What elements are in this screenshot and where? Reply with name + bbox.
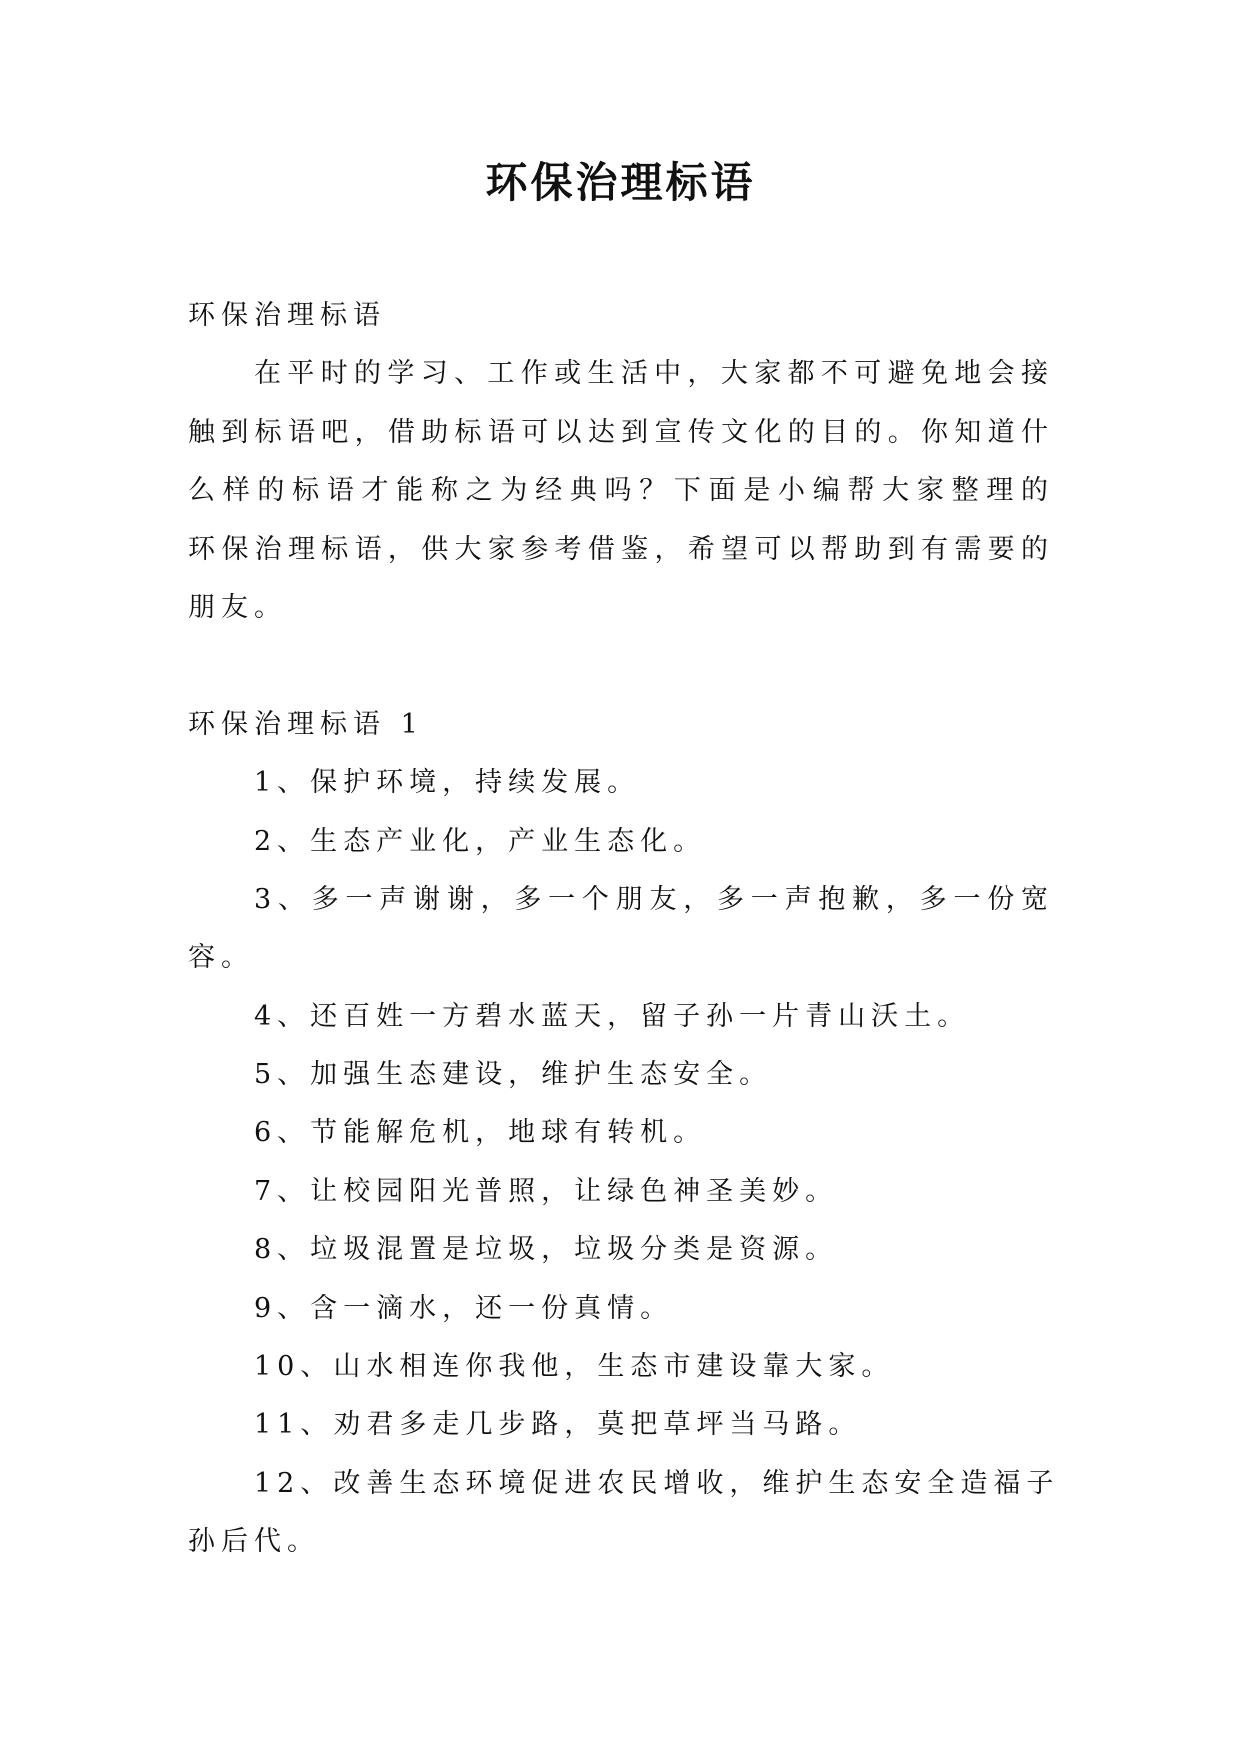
slogan-line: 孙后代。 xyxy=(188,1526,320,1558)
slogan-line: 5、加强生态建设，维护生态安全。 xyxy=(254,1059,773,1091)
slogan-list xyxy=(188,754,1060,1571)
document-title: 环保治理标语 xyxy=(485,158,756,207)
document-body xyxy=(188,287,1060,1572)
slogan-item xyxy=(188,871,1054,988)
slogan-line: 4、还百姓一方碧水蓝天，留子孙一片青山沃土。 xyxy=(254,1000,971,1032)
slogan-line: 12、改善生态环境促进农民增收，维护生态安全造福子 xyxy=(254,1467,1060,1499)
slogan-item xyxy=(188,1221,1054,1279)
slogan-line: 6、节能解危机，地球有转机。 xyxy=(254,1117,707,1149)
intro-line: 朋友。 xyxy=(188,591,287,623)
slogan-item xyxy=(188,988,1054,1046)
slogan-line: 10、山水相连你我他，生态市建设靠大家。 xyxy=(254,1351,895,1383)
intro-paragraph xyxy=(188,345,1054,637)
document-subtitle: 环保治理标语 xyxy=(188,300,386,331)
slogan-line: 2、生态产业化，产业生态化。 xyxy=(254,825,707,857)
slogan-line: 9、含一滴水，还一份真情。 xyxy=(254,1292,674,1324)
slogan-item xyxy=(188,813,1054,871)
slogan-line: 1、保护环境，持续发展。 xyxy=(254,767,641,799)
slogan-item xyxy=(188,754,1054,812)
section-heading: 环保治理标语 1 xyxy=(188,708,424,740)
intro-line: 在平时的学习、工作或生活中，大家都不可避免地会接 xyxy=(254,358,1054,390)
slogan-item xyxy=(188,1396,1054,1454)
slogan-item xyxy=(188,1338,1054,1396)
slogan-item xyxy=(188,1163,1054,1221)
intro-line: 么样的标语才能称之为经典吗？下面是小编帮大家整理的 xyxy=(188,475,1054,507)
slogan-line: 7、让校园阳光普照，让绿色神圣美妙。 xyxy=(254,1175,839,1207)
slogan-line: 容。 xyxy=(188,942,254,974)
slogan-line: 8、垃圾混置是垃圾，垃圾分类是资源。 xyxy=(254,1234,839,1266)
slogan-item xyxy=(188,1046,1054,1104)
slogan-line: 11、劝君多走几步路，莫把草坪当马路。 xyxy=(254,1409,862,1441)
slogan-item xyxy=(188,1280,1054,1338)
slogan-line: 3、多一声谢谢，多一个朋友，多一声抱歉，多一份宽 xyxy=(254,883,1054,915)
slogan-item xyxy=(188,1104,1054,1162)
slogan-item xyxy=(188,1455,1060,1572)
intro-line: 环保治理标语，供大家参考借鉴，希望可以帮助到有需要的 xyxy=(188,533,1054,565)
paragraph-spacer xyxy=(188,637,1054,695)
intro-line: 触到标语吧，借助标语可以达到宣传文化的目的。你知道什 xyxy=(188,416,1054,448)
